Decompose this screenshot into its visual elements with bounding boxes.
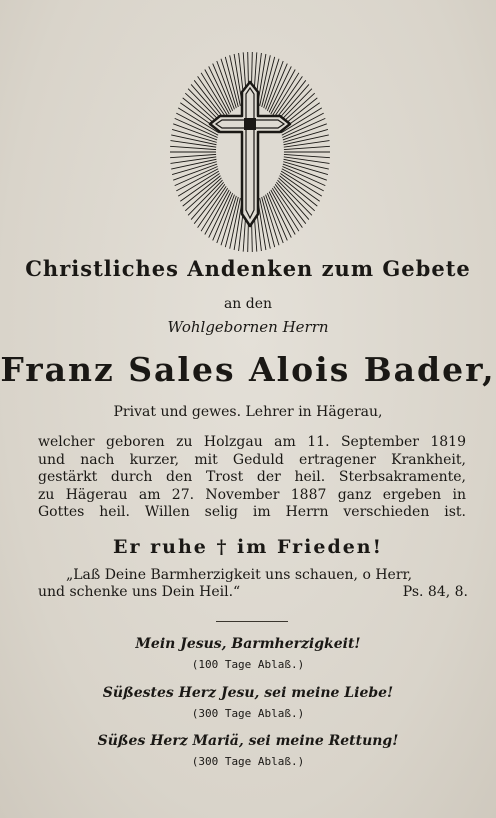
radiant-cross-icon <box>168 52 332 257</box>
bio-line: zu Hägerau am 27. November 1887 ganz ergeben in <box>38 486 466 503</box>
rest-in-peace-text: Er ruhe † im Frieden! <box>113 536 383 558</box>
indulgence-note: (300 Tage Ablaß.) <box>191 707 305 720</box>
prayer-line: Mein Jesus, Barmherzigkeit! <box>135 636 361 652</box>
biography-paragraph <box>38 434 466 522</box>
bio-line: und nach kurzer, mit Geduld ertragener Krankheit, <box>38 451 466 468</box>
prayer-line: Süßestes Herz Jesu, sei meine Liebe! <box>102 685 394 701</box>
indulgence-note: (300 Tage Ablaß.) <box>191 755 305 768</box>
divider <box>216 621 288 622</box>
occupation-text: Privat und gewes. Lehrer in Hägerau, <box>113 404 383 420</box>
bio-line: gestärkt durch den Trost der heil. Sterbsakramente, <box>38 469 466 485</box>
indulgence-note: (100 Tage Ablaß.) <box>191 658 305 671</box>
prayer-line: Süßes Herz Mariä, sei meine Rettung! <box>97 733 399 749</box>
quote-line: und schenke uns Dein Heil.“ <box>38 584 241 600</box>
bio-line: Gottes heil. Willen selig im Herrn verschieden ist. <box>38 504 466 520</box>
an-den-text: an den <box>223 296 273 312</box>
quote-reference: Ps. 84, 8. <box>402 584 468 600</box>
bio-line: welcher geboren zu Holzgau am 11. September 1819 <box>38 434 466 450</box>
card-heading: Christliches Andenken zum Gebete <box>25 256 471 281</box>
quote-line: „Laß Deine Barmherzigkeit uns schauen, o Herr, <box>66 567 413 583</box>
deceased-name: Franz Sales Alois Bader, <box>0 350 496 389</box>
honorific-text: Wohlgebornen Herrn <box>167 318 329 336</box>
